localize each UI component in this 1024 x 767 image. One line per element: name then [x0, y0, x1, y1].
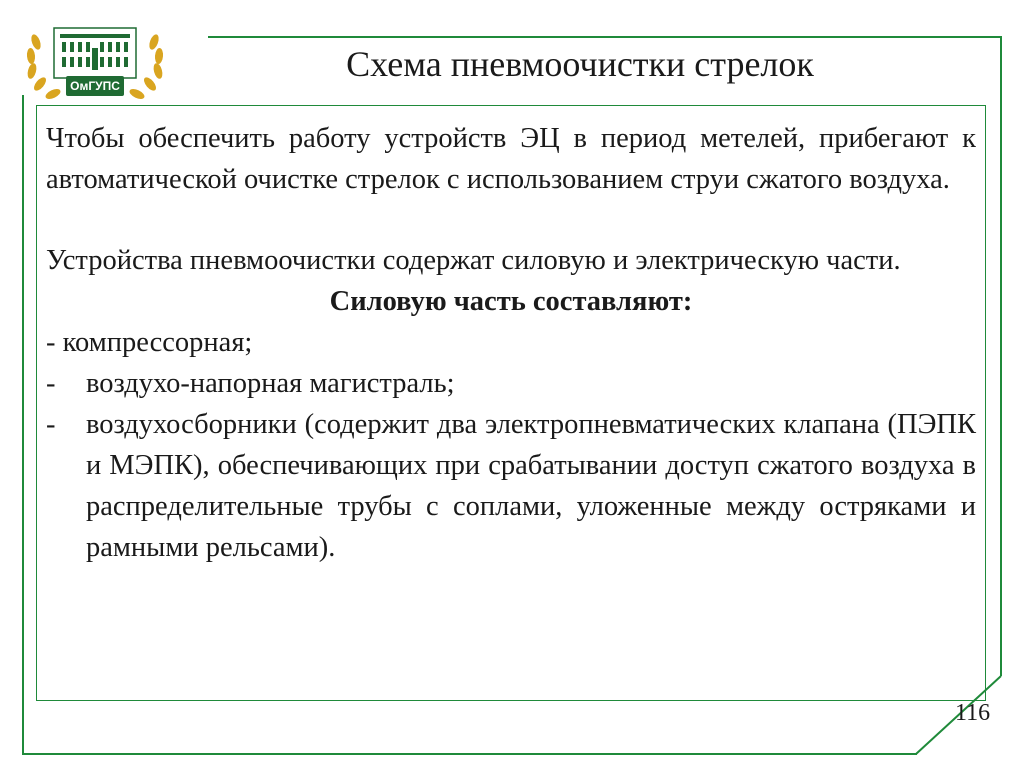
omgups-logo	[20, 20, 170, 108]
logo-text: ОмГУПС	[70, 79, 120, 93]
list-item-compressor: - компрессорная;	[46, 327, 253, 358]
slide-title: Схема пневмоочистки стрелок	[346, 44, 814, 84]
page-number: 116	[955, 700, 991, 726]
bullet-dash: -	[46, 409, 56, 440]
frame-right-line	[1000, 36, 1002, 676]
list-item	[46, 363, 976, 404]
frame-left-line	[22, 95, 24, 755]
list-item-text: воздухосборники (содержит два электропневматических клапана (ПЭПК и МЭПК), обеспечивающих при срабатывании доступ сжатого воздуха в распределительные трубы с соплами, уложенные между остряками и рамными рельсами).	[86, 409, 976, 563]
section-heading: Силовую часть составляют:	[329, 286, 693, 317]
paragraph-intro: Чтобы обеспечить работу устройств ЭЦ в период метелей, прибегают к автоматической очистке стрелок с использованием струи сжатого воздуха.	[46, 123, 976, 195]
bullet-dash: -	[46, 368, 56, 399]
list-item	[46, 404, 976, 568]
frame-bottom-line	[22, 753, 917, 755]
paragraph-devices: Устройства пневмоочистки содержат силовую и электрическую части.	[46, 245, 901, 276]
slide-content	[46, 118, 976, 568]
building-icon	[54, 28, 136, 78]
list-item-text: воздухо-напорная магистраль;	[86, 368, 455, 399]
paragraph-spacer	[46, 200, 976, 240]
frame-top-line	[208, 36, 1002, 38]
